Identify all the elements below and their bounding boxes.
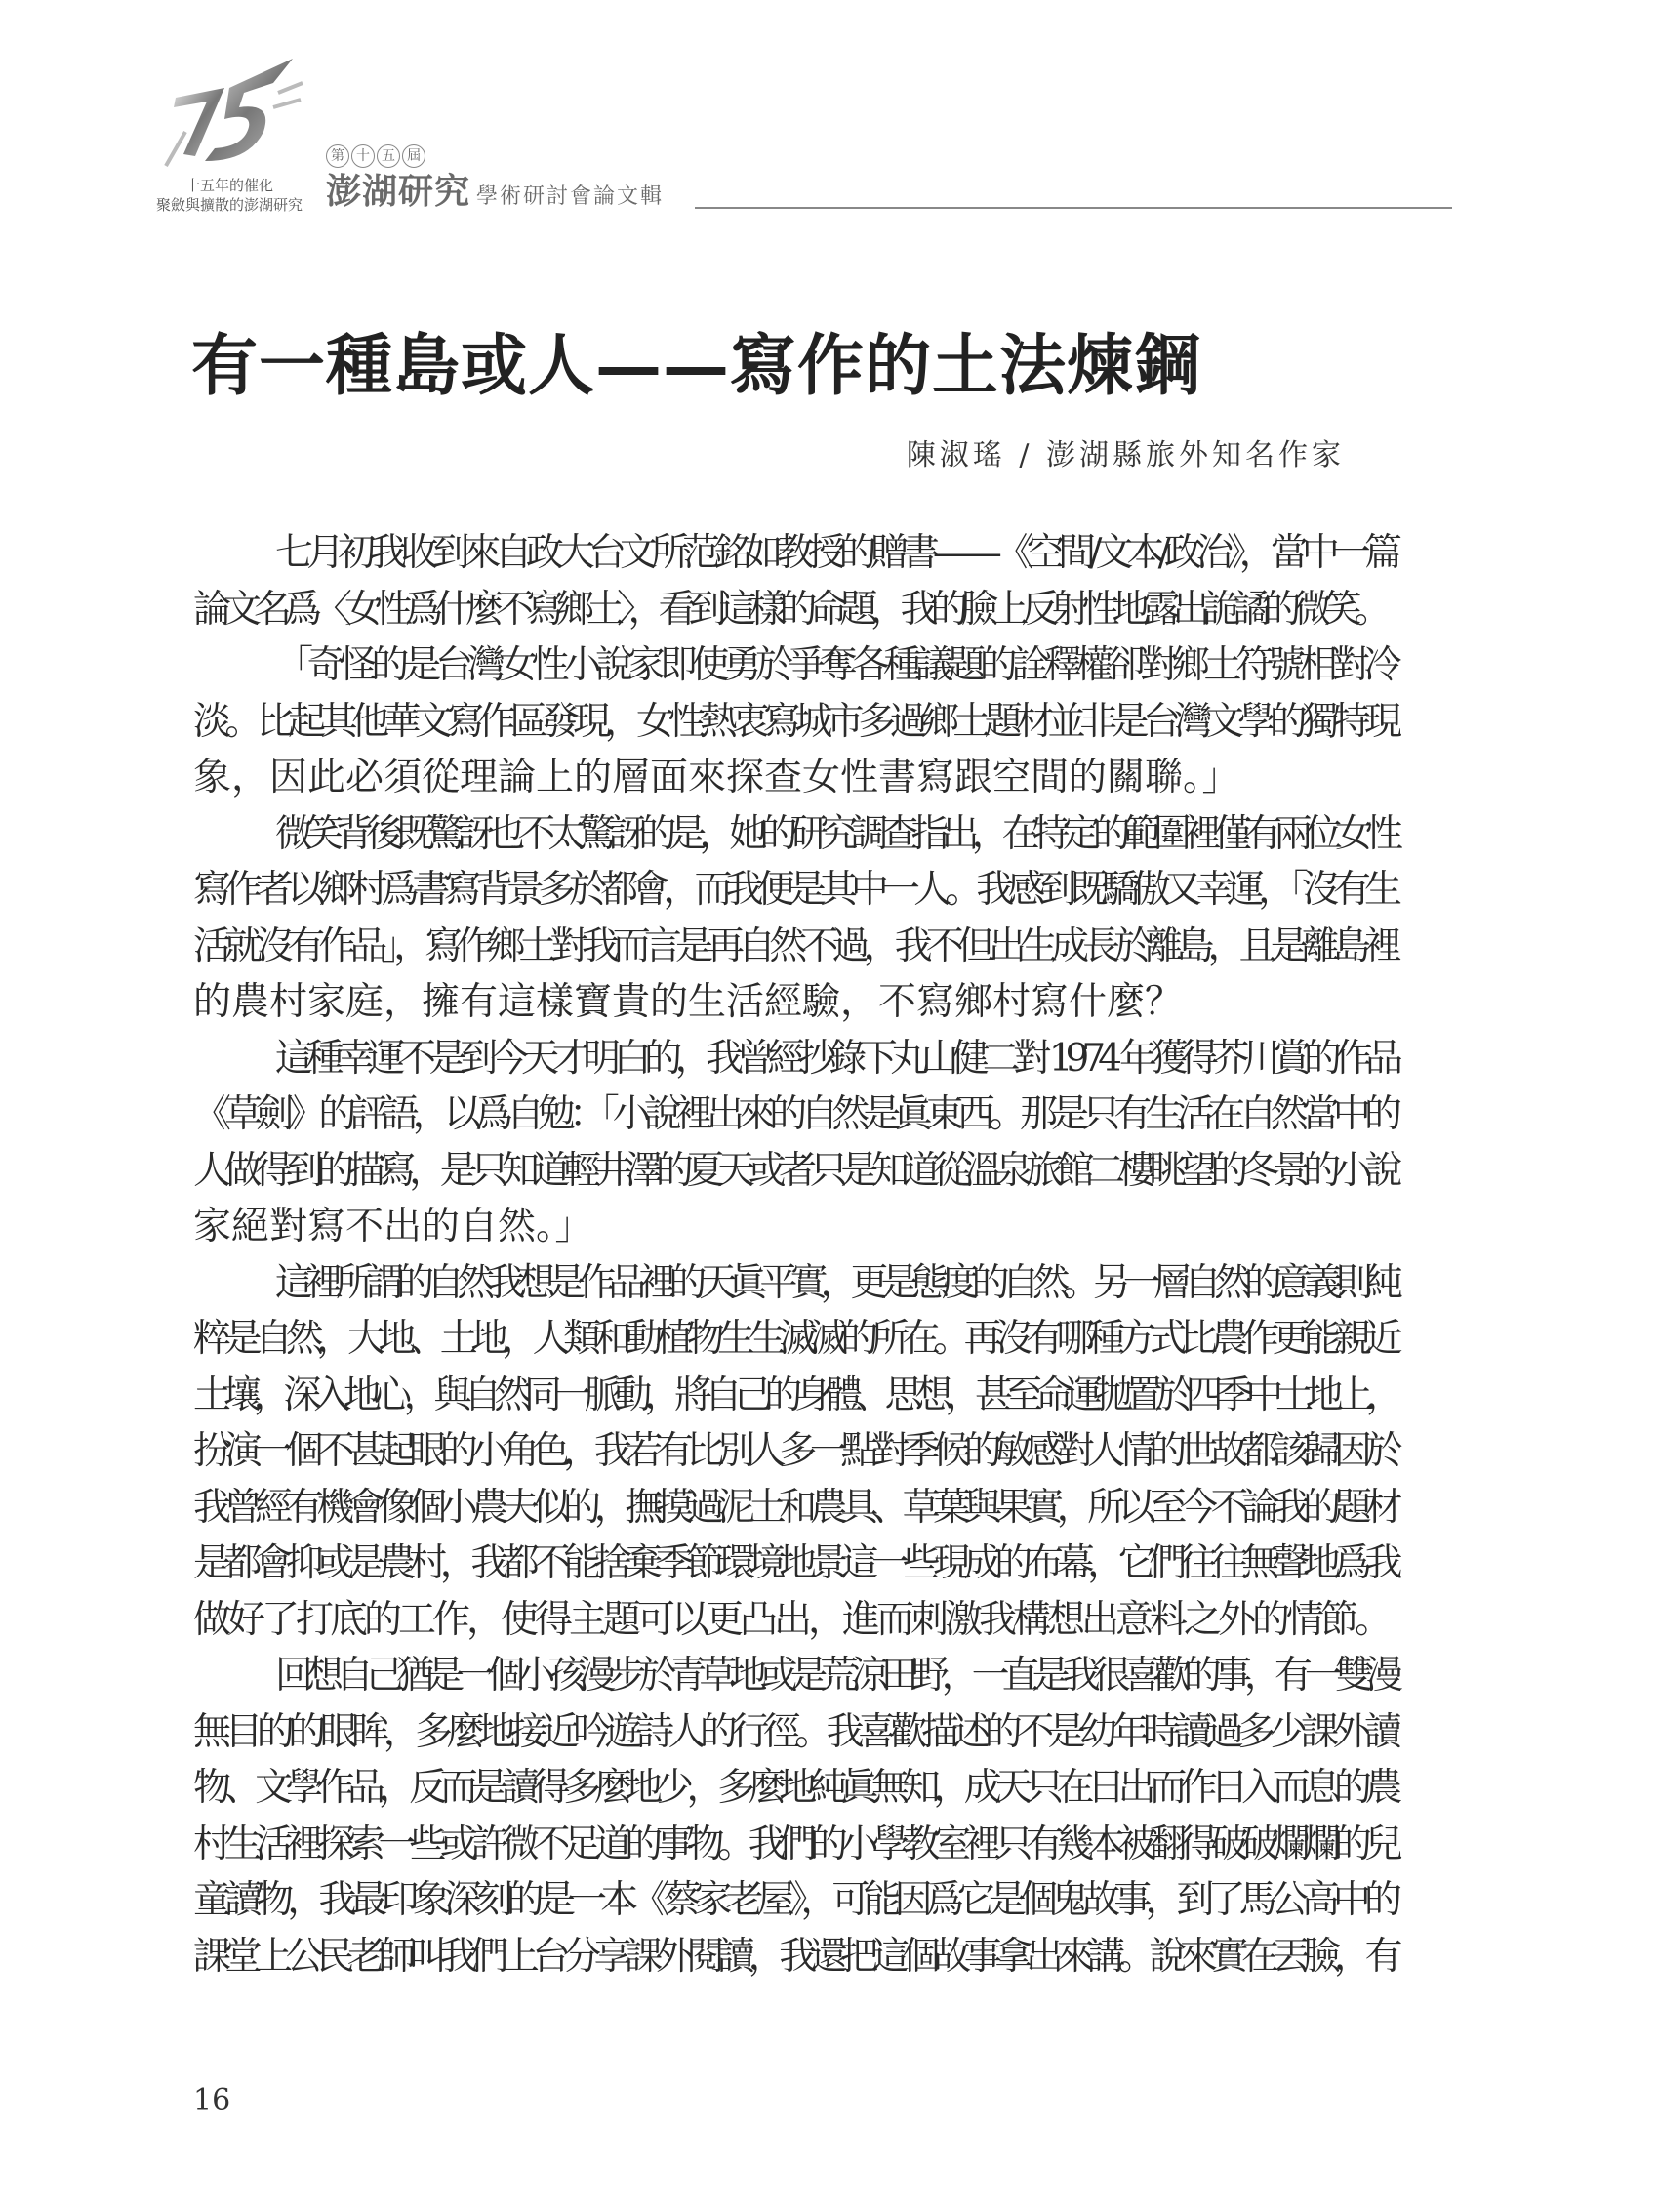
text-line: 無目的的眼眸，多麼地接近吟遊詩人的行徑。我喜歡描述的不是幼年時讀過多少課外讀 xyxy=(193,1709,1396,1754)
journal-title xyxy=(326,172,664,218)
article-author: 陳淑瑤 / 澎湖縣旅外知名作家 xyxy=(906,438,1345,472)
paragraph xyxy=(193,525,1396,637)
journal-main: 澎湖研究 xyxy=(326,171,471,212)
text-line: 是都會抑或是農村，我都不能捨棄季節環境地景這一些現成的布幕，它們往往無聲地爲我 xyxy=(193,1541,1396,1585)
paragraph xyxy=(193,1255,1396,1649)
text-line: 粹是自然，大地、土地，人類和動植物生生滅滅的所在。再沒有哪種方式比農作更能親近 xyxy=(193,1317,1396,1361)
text-line: 做好了打底的工作，使得主題可以更凸出，進而刺激我構想出意料之外的情節。 xyxy=(193,1597,1390,1642)
text-line: 課堂上公民老師叫我們上台分享課外閱讀，我還把這個故事拿出來講。說來實在丟臉，有 xyxy=(193,1934,1396,1979)
paragraph xyxy=(193,1031,1396,1255)
text-line: 「奇怪的是台灣女性小說家即使勇於爭奪各種議題的詮釋權卻對鄉土符號相對冷 xyxy=(275,643,1396,687)
paragraph xyxy=(193,637,1396,806)
session-badge xyxy=(326,144,425,168)
text-line: 人做得到的描寫，是只知道輕井澤的夏天或者只是知道從溫泉旅館二樓眺望的冬景的小說 xyxy=(193,1148,1396,1193)
logo-caption xyxy=(146,176,312,215)
text-line: 淡。比起其他華文寫作區發現，女性熱衷寫城市多過鄉土題材並非是台灣文學的獨特現 xyxy=(193,699,1396,744)
text-line: 家絕對寫不出的自然。」 xyxy=(193,1205,593,1249)
text-line: 村生活裡探索一些或許微不足道的事物。我們的小學教室裡只有幾本被翻得破破爛爛的兒 xyxy=(193,1822,1396,1866)
journal-sub: 學術研討會論文輯 xyxy=(476,184,665,209)
logo-caption-line: 聚斂與擴散的澎湖研究 xyxy=(155,196,303,214)
conference-15th-logo xyxy=(156,49,312,176)
session-char: 第 xyxy=(326,144,349,168)
text-line: 寫作者以鄉村爲書寫背景多於都會，而我便是其中一人。我感到既驕傲又幸運，「沒有生 xyxy=(193,868,1396,912)
text-line: 回想自己猶是一個小孩漫步於青草地或是荒涼田野，一直是我很喜歡的事，有一雙漫 xyxy=(275,1654,1396,1698)
text-line: 這種幸運不是到今天才明白的，我曾經抄錄下丸山健二對 1974 年獲得芥川賞的作品 xyxy=(275,1036,1396,1081)
text-line: 七月初我收到來自政大台文所范銘如教授的贈書——《空間/文本/政治》，當中一篇 xyxy=(275,531,1396,575)
session-char: 屆 xyxy=(402,144,425,168)
logo-caption-line: 十五年的催化 xyxy=(184,177,273,194)
page-number: 16 xyxy=(193,2083,231,2117)
text-line: 論文名爲〈女性爲什麼不寫鄉土〉，看到這樣的命題，我的臉上反射性地露出詭譎的微笑。 xyxy=(193,587,1385,632)
text-line: 這裡所謂的自然我想是作品裡的天眞平實，更是態度的自然。另一層自然的意義則純 xyxy=(275,1260,1396,1305)
paragraph xyxy=(193,806,1396,1031)
session-char: 五 xyxy=(377,144,400,168)
article-title: 有一種島或人——寫作的土法煉鋼 xyxy=(191,327,1202,405)
session-char: 十 xyxy=(351,144,375,168)
text-line: 童讀物，我最印象深刻的是一本《蔡家老屋》，可能因爲它是個鬼故事，到了馬公高中的 xyxy=(193,1878,1396,1922)
text-line: 物、文學作品，反而是讀得多麼地少，多麼地純眞無知，成天只在日出而作日入而息的農 xyxy=(193,1766,1396,1810)
text-line: 扮演一個不甚起眼的小角色，我若有比別人多一點對季候的敏感對人情的世故都該歸因於 xyxy=(193,1429,1396,1473)
paragraph xyxy=(193,1648,1396,1985)
text-line: 的農村家庭，擁有這樣寶貴的生活經驗，不寫鄉村寫什麼？ xyxy=(193,980,1184,1024)
text-line: 我曾經有機會像個小農夫似的，撫摸過泥土和農具、草葉與果實，所以至今不論我的題材 xyxy=(193,1485,1396,1530)
article-body xyxy=(193,525,1396,1985)
header-rule xyxy=(695,207,1452,209)
text-line: 活就沒有作品」，寫作鄉土對我而言是再自然不過，我不但出生成長於離島，且是離島裡 xyxy=(193,923,1396,968)
text-line: 微笑背後既驚訝也不太驚訝的是，她的研究調查指出，在特定的範圍裡僅有兩位女性 xyxy=(275,811,1396,856)
text-line: 《草劍》的評語，以爲自勉：「小說裡出來的自然是眞東西。那是只有生活在自然當中的 xyxy=(193,1092,1396,1136)
text-line: 象，因此必須從理論上的層面來探查女性書寫跟空間的關聯。」 xyxy=(193,756,1240,799)
text-line: 土壤，深入地心，與自然同一脈動，將自己的身體、思想，甚至命運拋置於四季中土地上， xyxy=(193,1372,1396,1417)
